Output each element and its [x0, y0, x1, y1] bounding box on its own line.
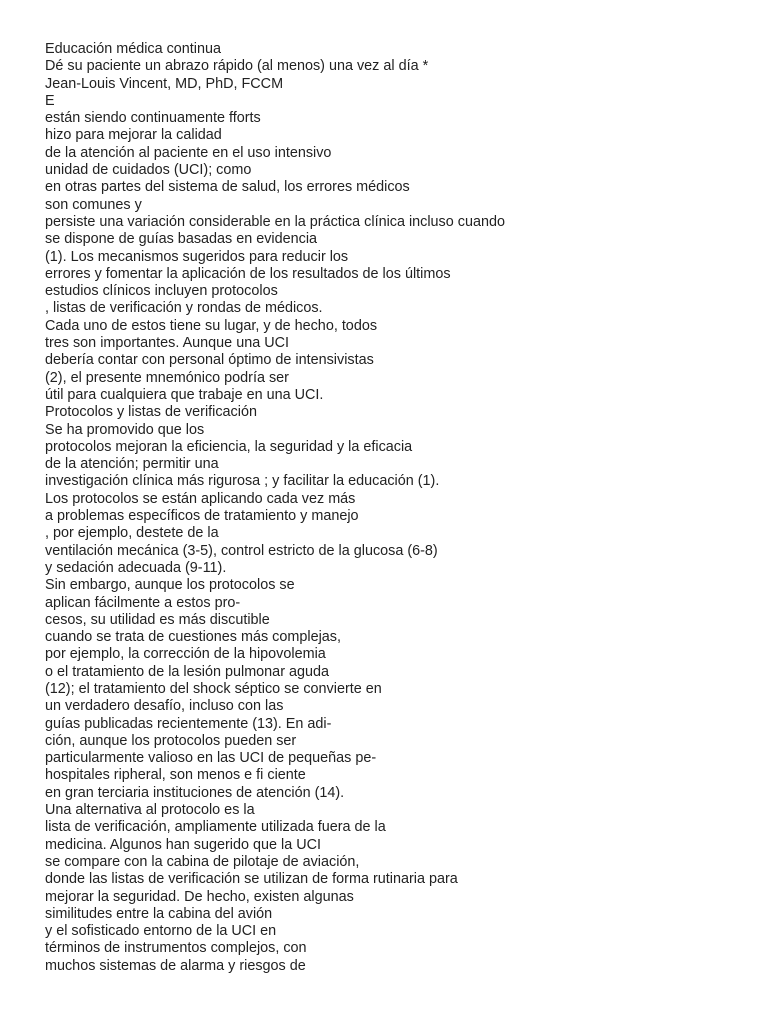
text-line: , por ejemplo, destete de la [45, 525, 219, 542]
text-line: cuando se trata de cuestiones más complejas, [45, 629, 341, 646]
text-line: Protocolos y listas de verificación [45, 404, 257, 421]
text-line: Dé su paciente un abrazo rápido (al menos) una vez al día * [45, 58, 429, 75]
text-line: ción, aunque los protocolos pueden ser [45, 732, 297, 749]
text-line: están siendo continuamente fforts [45, 110, 261, 127]
text-line: Sin embargo, aunque los protocolos se [45, 577, 295, 594]
text-line: en otras partes del sistema de salud, los errores médicos [45, 179, 410, 196]
text-line: hizo para mejorar la calidad [45, 127, 222, 144]
text-line: medicina. Algunos han sugerido que la UCI [45, 836, 321, 853]
text-line: son comunes y [45, 196, 142, 213]
text-line: (1). Los mecanismos sugeridos para reducir los [45, 248, 349, 265]
text-line: de la atención; permitir una [45, 456, 219, 473]
text-line: muchos sistemas de alarma y riesgos de [45, 957, 306, 974]
text-line: tres son importantes. Aunque una UCI [45, 335, 289, 352]
text-line: errores y fomentar la aplicación de los resultados de los últimos [45, 265, 451, 282]
text-line: Los protocolos se están aplicando cada vez más [45, 490, 356, 507]
text-line: cesos, su utilidad es más discutible [45, 611, 270, 628]
text-line: o el tratamiento de la lesión pulmonar aguda [45, 663, 329, 680]
text-line: aplican fácilmente a estos pro- [45, 594, 241, 611]
text-line: donde las listas de verificación se utilizan de forma rutinaria para [45, 871, 458, 888]
text-line: investigación clínica más rigurosa ; y facilitar la educación (1). [45, 473, 440, 490]
text-line: se dispone de guías basadas en evidencia [45, 231, 318, 248]
text-line: unidad de cuidados (UCI); como [45, 162, 252, 179]
text-line: E [45, 92, 55, 109]
text-line: hospitales ripheral, son menos e fi ciente [45, 767, 306, 784]
text-line: Educación médica continua [45, 41, 221, 57]
text-line: de la atención al paciente en el uso intensivo [45, 144, 332, 161]
text-line: debería contar con personal óptimo de intensivistas [45, 352, 374, 369]
text-line: Jean-Louis Vincent, MD, PhD, FCCM [45, 75, 284, 92]
text-line: un verdadero desafío, incluso con las [45, 698, 284, 715]
text-line: estudios clínicos incluyen protocolos [45, 283, 278, 300]
text-line: y el sofisticado entorno de la UCI en [45, 923, 277, 940]
text-line: en gran terciaria instituciones de atención (14). [45, 784, 345, 801]
text-line: por ejemplo, la corrección de la hipovolemia [45, 646, 326, 663]
text-line: y sedación adecuada (9-11). [45, 559, 227, 576]
document-body [45, 41, 745, 975]
text-line: términos de instrumentos complejos, con [45, 940, 307, 957]
text-line: persiste una variación considerable en la práctica clínica incluso cuando [45, 213, 505, 230]
text-line: Se ha promovido que los [45, 421, 205, 438]
text-line: Cada uno de estos tiene su lugar, y de hecho, todos [45, 317, 378, 334]
text-line: protocolos mejoran la eficiencia, la seguridad y la eficacia [45, 438, 413, 455]
text-line: (2), el presente mnemónico podría ser [45, 369, 289, 386]
text-line: mejorar la seguridad. De hecho, existen algunas [45, 888, 354, 905]
text-line: se compare con la cabina de pilotaje de aviación, [45, 853, 360, 870]
text-line: (12); el tratamiento del shock séptico se convierte en [45, 680, 382, 697]
text-line: guías publicadas recientemente (13). En adi- [45, 715, 332, 732]
text-line: lista de verificación, ampliamente utilizada fuera de la [45, 819, 386, 836]
text-line: útil para cualquiera que trabaje en una UCI. [45, 386, 324, 403]
text-line: Una alternativa al protocolo es la [45, 802, 255, 819]
text-line: particularmente valioso en las UCI de pequeñas pe- [45, 750, 377, 767]
text-line: ventilación mecánica (3-5), control estricto de la glucosa (6-8) [45, 542, 438, 559]
text-line: , listas de verificación y rondas de médicos. [45, 300, 323, 317]
text-line: a problemas específicos de tratamiento y manejo [45, 508, 359, 525]
text-line: similitudes entre la cabina del avión [45, 905, 273, 922]
